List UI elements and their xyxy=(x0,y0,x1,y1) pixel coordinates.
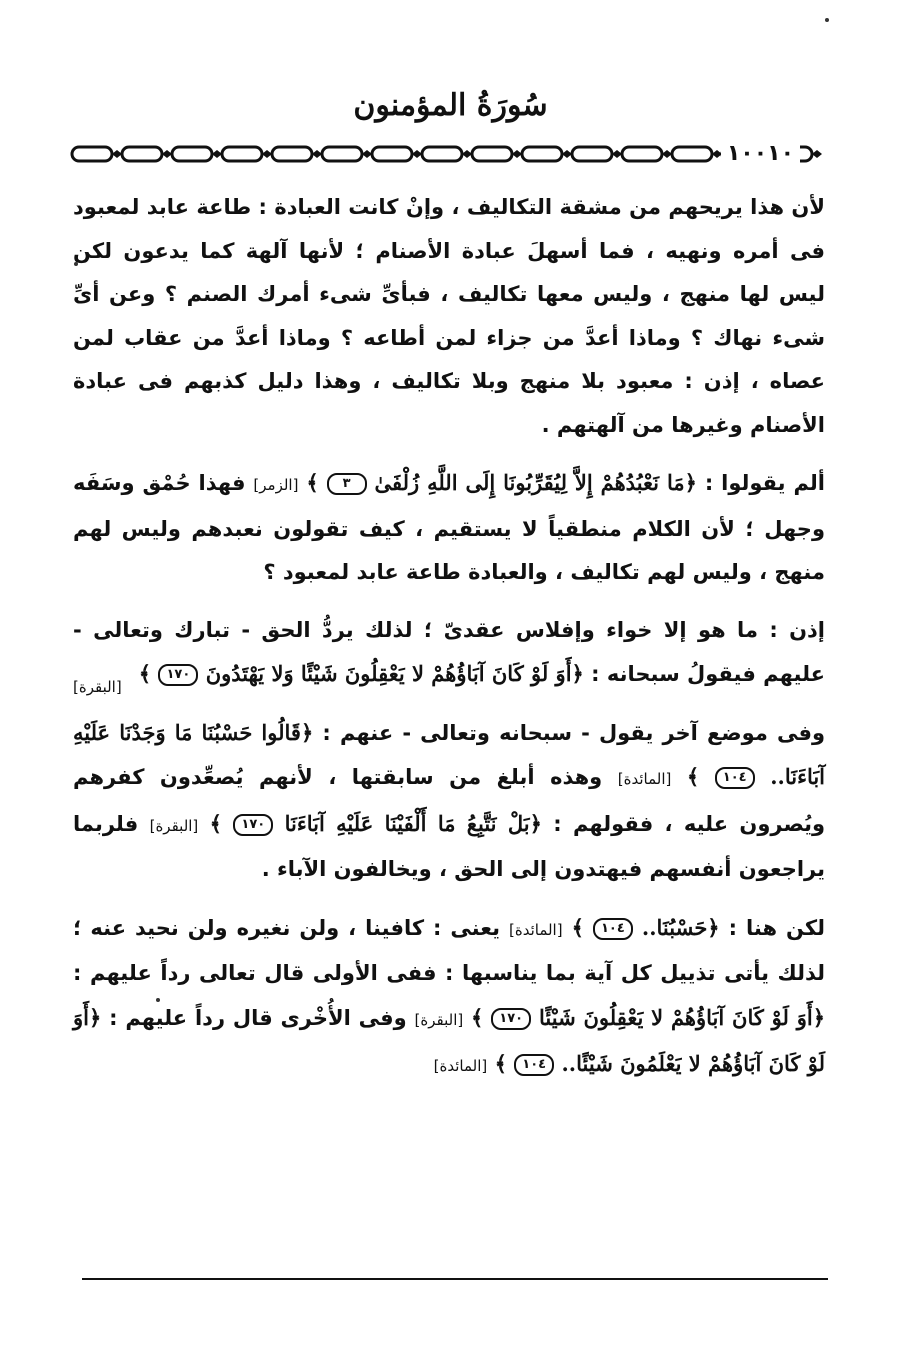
ornament-chain-icon xyxy=(68,140,832,168)
paragraph-5-lead: لكن هنا : xyxy=(728,915,826,940)
verse-end-bracket: ﴾ xyxy=(471,1004,484,1030)
quran-verse: ﴿بَلْ نَتَّبِعُ مَا أَلْفَيْنَا عَلَيْهِ آبَاءَنَا xyxy=(284,810,542,836)
paragraph-5 xyxy=(73,906,825,1089)
paragraph-4-rest: فلربما يراجعون أنفسهم فيهتدون إلى الحق ، ويخالفون الآباء . xyxy=(73,811,825,881)
ornament-diamond-icon xyxy=(812,150,822,158)
quran-verse: ﴿قَالُوا حَسْبُنَا مَا وَجَدْنَا عَلَيْهِ آبَاءَنَا.. xyxy=(73,719,826,789)
ornament-link-icon xyxy=(272,147,312,161)
paragraph-4-lead: وفى موضع آخر يقول - سبحانه وتعالى - عنهم : xyxy=(322,720,825,745)
surah-reference: [البقرة] xyxy=(73,677,122,696)
surah-reference: [البقرة] xyxy=(414,1010,464,1029)
verse-end-bracket: ﴾ xyxy=(306,470,319,495)
ornament-link-icon xyxy=(72,147,112,161)
quran-verse: ﴿مَا نَعْبُدُهُمْ إِلاَّ لِيُقَرِّبُونَا إِلَى اللَّهِ زُلْفَىٰ xyxy=(374,470,697,495)
ornament-link-icon xyxy=(472,147,512,161)
paragraph-4 xyxy=(73,711,825,892)
verse-end-bracket: ﴾ xyxy=(686,764,700,789)
page-number: ١٠٠١٠ xyxy=(721,140,800,168)
surah-reference: [البقرة] xyxy=(149,816,199,835)
ornament-link-icon xyxy=(122,147,162,161)
quran-verse: ﴿أَوَ لَوْ كَانَ آبَاؤُهُمْ لا يَعْقِلُونَ شَيْئًا xyxy=(539,1004,826,1030)
ornament-link-icon xyxy=(222,147,262,161)
surah-title: سُورَةُ المؤمنون xyxy=(353,88,548,123)
bottom-divider xyxy=(82,1278,828,1280)
paragraph-2-lead: ألم يقولوا : xyxy=(704,471,826,495)
paragraph-5-mid-1: يعنى : كافينا ، ولن نغيره ولن نحيد عنه ؛ لذلك يأتى تذييل كل آية بما يناسبها : ففى الأولى قال تعالى رداً عليهم : xyxy=(73,915,825,985)
ornament-link-icon xyxy=(372,147,412,161)
verse-number-badge: ١٧٠ xyxy=(233,814,273,836)
scan-speck xyxy=(825,18,829,22)
surah-reference: [المائدة] xyxy=(617,770,672,788)
verse-end-bracket: ﴾ xyxy=(494,1051,507,1076)
page-body xyxy=(73,186,825,1099)
paragraph-3 xyxy=(73,609,825,697)
paragraph-5-mid-2: وفى الأُخْرى قال رداً عليهم : xyxy=(109,1005,407,1030)
quran-verse: ﴿حَسْبُنَا.. xyxy=(641,914,720,940)
ornament-link-icon xyxy=(622,147,662,161)
verse-number-badge: ١٠٤ xyxy=(514,1054,554,1076)
verse-end-bracket: ﴾ xyxy=(209,810,222,836)
scan-speck xyxy=(74,262,78,266)
verse-number-badge: ١٧٠ xyxy=(158,664,198,686)
ornament-link-icon xyxy=(672,147,712,161)
verse-number-badge: ٣ xyxy=(327,473,367,495)
surah-reference: [المائدة] xyxy=(508,920,563,939)
ornament-link-icon xyxy=(572,147,612,161)
surah-reference: [الزمر] xyxy=(253,476,299,494)
paragraph-2 xyxy=(73,461,825,595)
verse-number-badge: ١٠٤ xyxy=(715,767,755,789)
ornament-border xyxy=(68,140,832,168)
paragraph-1 xyxy=(73,186,825,447)
paragraph-1-text: لأن هذا يريحهم من مشقة التكاليف ، وإنْ كانت العبادة : طاعة عابد لمعبود فى أمره ونهيه ، فما أسهلَ عبادة الأصنام ؛ لأنها آلهة كما يدعون لكن ليس لها منهج ، وليس معها تكاليف ، فبأىِّ شىء أمرك الصنم ؟ وعن أىِّ شىء نهاك ؟ وماذا أعدَّ من جزاء لمن أطاعه ؟ وماذا أعدَّ من عقاب لمن عصاه ، إذن : معبود بلا منهج وبلا تكاليف ، وهذا دليل كذبهم فى عبادة الأصنام وغيرها من آلهتهم . xyxy=(73,195,825,437)
verse-number-badge: ١٠٤ xyxy=(593,918,633,940)
quran-verse: ﴿أَوَ لَوْ كَانَ آبَاؤُهُمْ لا يَعْلَمُونَ شَيْئًا.. xyxy=(73,1004,825,1076)
ornament-link-icon xyxy=(422,147,462,161)
verse-end-bracket: ﴾ xyxy=(138,661,152,686)
ornament-link-icon xyxy=(322,147,362,161)
paragraph-4-mid: وهذه أبلغ من سابقتها ، لأنهم يُصعِّدون كفرهم ويُصرون عليه ، فقولهم : xyxy=(73,765,826,836)
verse-number-badge: ١٧٠ xyxy=(491,1008,531,1030)
ornament-link-icon xyxy=(522,147,562,161)
paragraph-3-lead: إذن : ما هو إلا خواء وإفلاس عقدىّ ؛ لذلك يردُّ الحق - تبارك وتعالى - عليهم فيقولُ سبحانه : xyxy=(73,617,825,686)
quran-verse: ﴿أَوَ لَوْ كَانَ آبَاؤُهُمْ لا يَعْقِلُونَ شَيْئًا وَلا يَهْتَدُونَ xyxy=(205,661,584,686)
verse-end-bracket: ﴾ xyxy=(571,914,584,940)
paragraph-2-rest: فهذا حُمْق وسَفَه وجهل ؛ لأن الكلام منطقياً لا يستقيم ، كيف تقولون نعبدهم وليس لهم منهج ، وليس لهم تكاليف ، والعبادة طاعة عابد لمعبود ؟ xyxy=(73,471,825,584)
ornament-link-icon xyxy=(172,147,212,161)
scan-speck xyxy=(156,998,160,1002)
surah-reference: [المائدة] xyxy=(433,1057,488,1075)
